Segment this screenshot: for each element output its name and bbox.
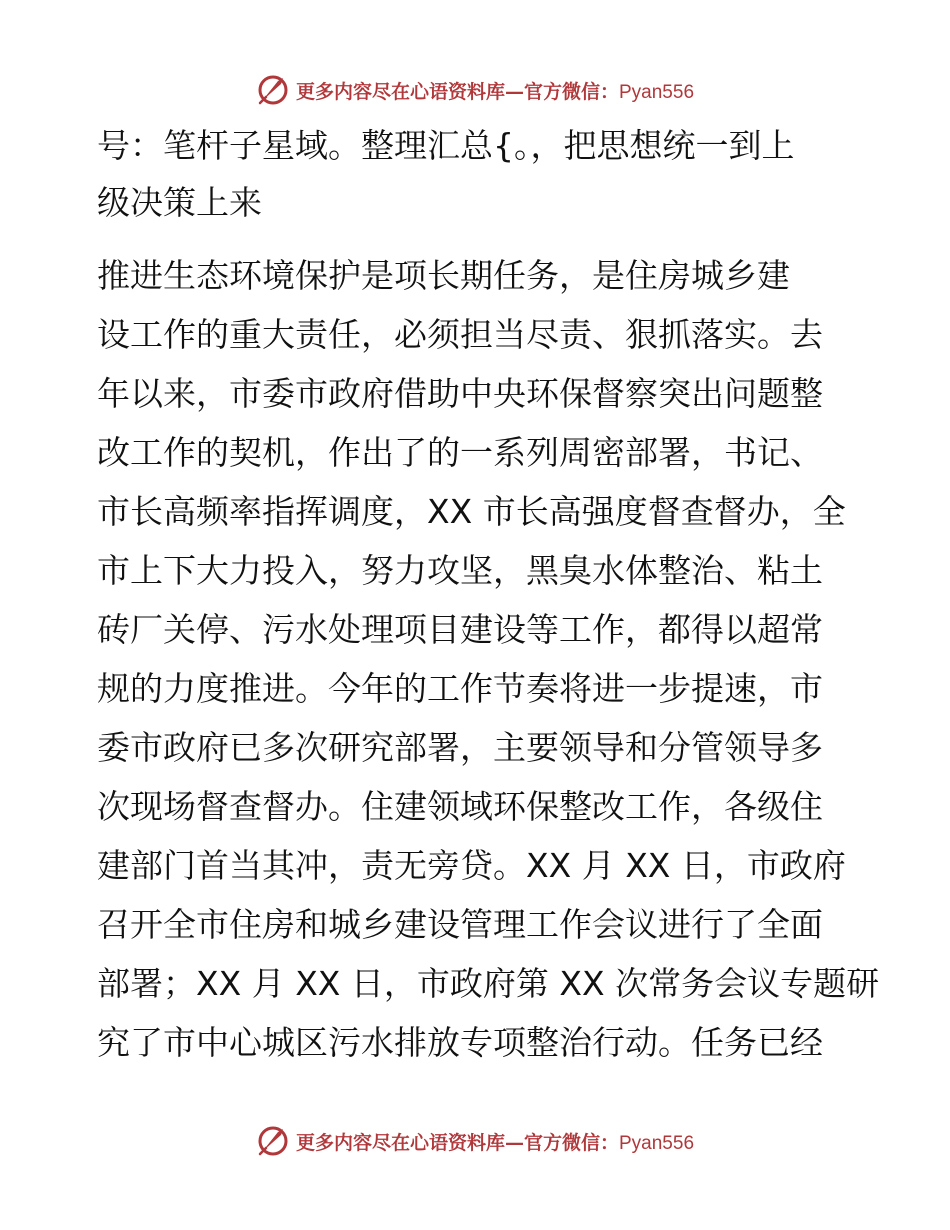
header-watermark: [0, 70, 950, 110]
paragraph-line: 召开全市住房和城乡建设管理工作会议进行了全面: [97, 905, 823, 944]
paragraph-line: 年以来，市委市政府借助中央环保督察突出问题整: [97, 374, 823, 413]
paragraph-line: 究了市中心城区污水排放专项整治行动。任务已经: [97, 1023, 823, 1062]
paragraph-line: 设工作的重大责任，必须担当尽责、狠抓落实。去: [97, 315, 823, 354]
paragraph-line: 规的力度推进。今年的工作节奏将进一步提速，市: [97, 669, 823, 708]
footer-watermark: [0, 1121, 950, 1161]
paragraph-line: 改工作的契机，作出了的一系列周密部署，书记、: [97, 433, 823, 472]
watermark-text: 更多内容尽在心语资料库—官方微信：Pyan556: [295, 80, 695, 103]
paragraph-line: 砖厂关停、污水处理项目建设等工作，都得以超常: [97, 610, 823, 649]
heading-line: 号：笔杆子星域。整理汇总{。，把思想统一到上: [97, 126, 795, 165]
watermark-wechat-id: Pyan556: [619, 1132, 695, 1154]
quill-pen-logo-icon: [256, 1124, 290, 1158]
watermark-wechat-id: Pyan556: [619, 81, 695, 103]
paragraph-line: 推进生态环境保护是项长期任务，是住房城乡建: [97, 256, 790, 295]
paragraph-line: 市长高频率指挥调度，XX 市长高强度督查督办，全: [97, 492, 846, 531]
paragraph-line: 部署；XX 月 XX 日，市政府第 XX 次常务会议专题研: [97, 964, 880, 1003]
paragraph-line: 市上下大力投入，努力攻坚，黑臭水体整治、粘土: [97, 551, 823, 590]
quill-pen-logo-icon: [256, 73, 290, 107]
watermark-text: 更多内容尽在心语资料库—官方微信：Pyan556: [295, 1131, 695, 1154]
paragraph-line: 次现场督查督办。住建领域环保整改工作，各级住: [97, 787, 823, 826]
paragraph-line: 委市政府已多次研究部署，主要领导和分管领导多: [97, 728, 823, 767]
heading-line: 级决策上来: [97, 183, 262, 222]
paragraph-line: 建部门首当其冲，责无旁贷。XX 月 XX 日，市政府: [97, 846, 846, 885]
